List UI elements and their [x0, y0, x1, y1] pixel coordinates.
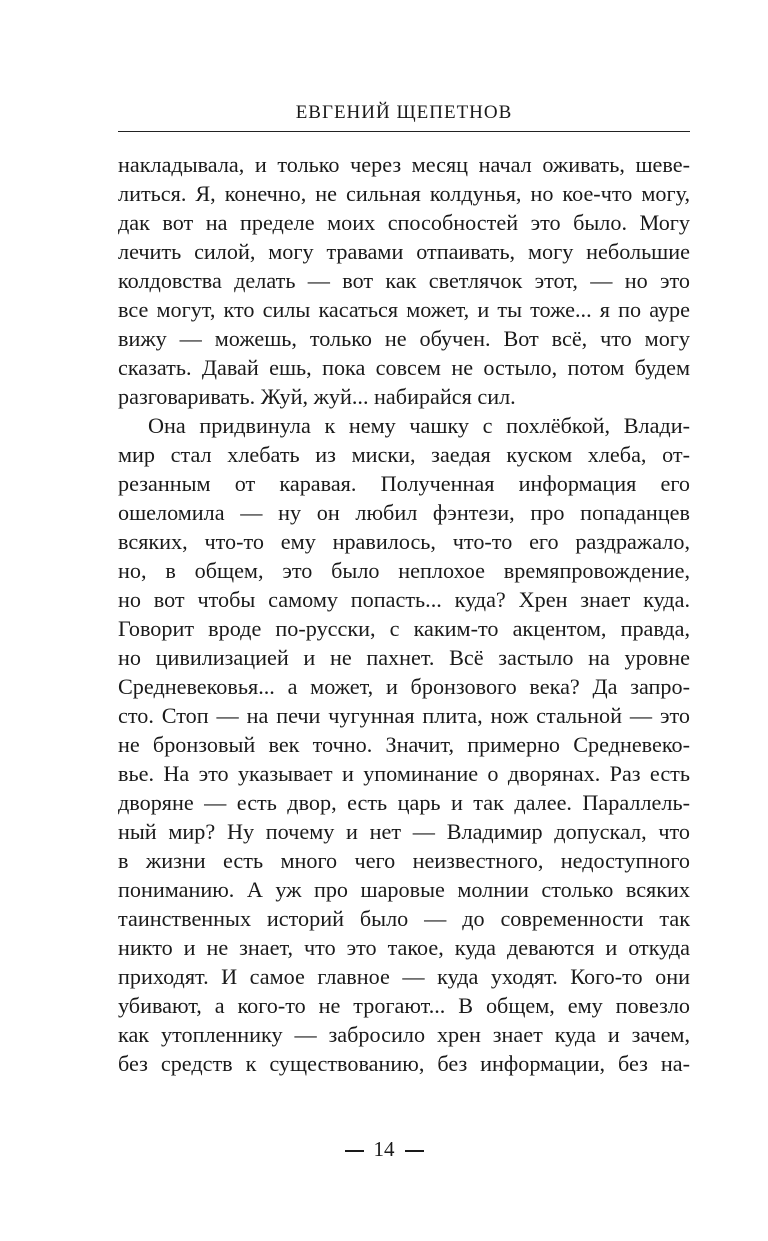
text-line: мир стал хлебать из миски, заедая куском хлеба, от- — [118, 442, 690, 467]
left-dash — [345, 1150, 364, 1152]
text-line: колдовства делать — вот как светлячок этот, — но это — [118, 268, 690, 293]
text-line: приходят. И самое главное — куда уходят. Кого-то они — [118, 964, 690, 989]
text-line: Средневековья... а может, и бронзового века? Да запро- — [118, 674, 690, 699]
text-line: как утопленнику — забросило хрен знает куда и зачем, — [118, 1022, 690, 1047]
paragraph-end-line: разговаривать. Жуй, жуй... набирайся сил. — [118, 384, 516, 409]
text-line: все могут, кто силы касаться может, и ты тоже... я по ауре — [118, 297, 690, 322]
text-line: резанным от каравая. Полученная информация его — [118, 471, 690, 496]
text-line: лечить силой, могу травами отпаивать, могу небольшие — [118, 239, 690, 264]
text-line: без средств к существованию, без информации, без на- — [118, 1051, 690, 1076]
text-line: литься. Я, конечно, не сильная колдунья, но кое-что могу, — [118, 181, 690, 206]
text-line: но, в общем, это было неплохое времяпровождение, — [118, 558, 690, 583]
text-line: в жизни есть много чего неизвестного, недоступного — [118, 848, 690, 873]
text-line: Говорит вроде по-русски, с каким-то акцентом, правда, — [118, 616, 690, 641]
text-line: накладывала, и только через месяц начал оживать, шеве- — [118, 152, 690, 177]
text-line: вижу — можешь, только не обучен. Вот всё, что могу — [118, 326, 690, 351]
text-line: таинственных историй было — до современности так — [118, 906, 690, 931]
text-line: но вот чтобы самому попасть... куда? Хрен знает куда. — [118, 587, 690, 612]
text-line: ошеломила — ну он любил фэнтези, про попаданцев — [118, 500, 690, 525]
text-line: вье. На это указывает и упоминание о дворянах. Раз есть — [118, 761, 690, 786]
text-line: никто и не знает, что это такое, куда деваются и откуда — [118, 935, 690, 960]
text-line: убивают, а кого-то не трогают... В общем, ему повезло — [118, 993, 690, 1018]
text-line: пониманию. А уж про шаровые молнии столько всяких — [118, 877, 690, 902]
text-line: дак вот на пределе моих способностей это было. Могу — [118, 210, 690, 235]
running-header — [118, 96, 690, 132]
text-line: ный мир? Ну почему и нет — Владимир допускал, что — [118, 819, 690, 844]
paragraph-first-line: Она придвинула к нему чашку с похлёбкой, Влади- — [148, 413, 690, 438]
text-line: сказать. Давай ешь, пока совсем не остыло, потом будем — [118, 355, 690, 380]
text-line: всяких, что-то ему нравилось, что-то его раздражало, — [118, 529, 690, 554]
body-text — [118, 150, 690, 1078]
page-number-value: 14 — [373, 1137, 395, 1161]
text-line: сто. Стоп — на печи чугунная плита, нож стальной — это — [118, 703, 690, 728]
text-line: не бронзовый век точно. Значит, примерно Средневеко- — [118, 732, 690, 757]
right-dash — [405, 1150, 424, 1152]
text-line: но цивилизацией и не пахнет. Всё застыло на уровне — [118, 645, 690, 670]
page-number — [0, 1134, 768, 1164]
text-line: дворяне — есть двор, есть царь и так далее. Параллель- — [118, 790, 690, 815]
author-name: ЕВГЕНИЙ ЩЕПЕТНОВ — [295, 102, 513, 123]
